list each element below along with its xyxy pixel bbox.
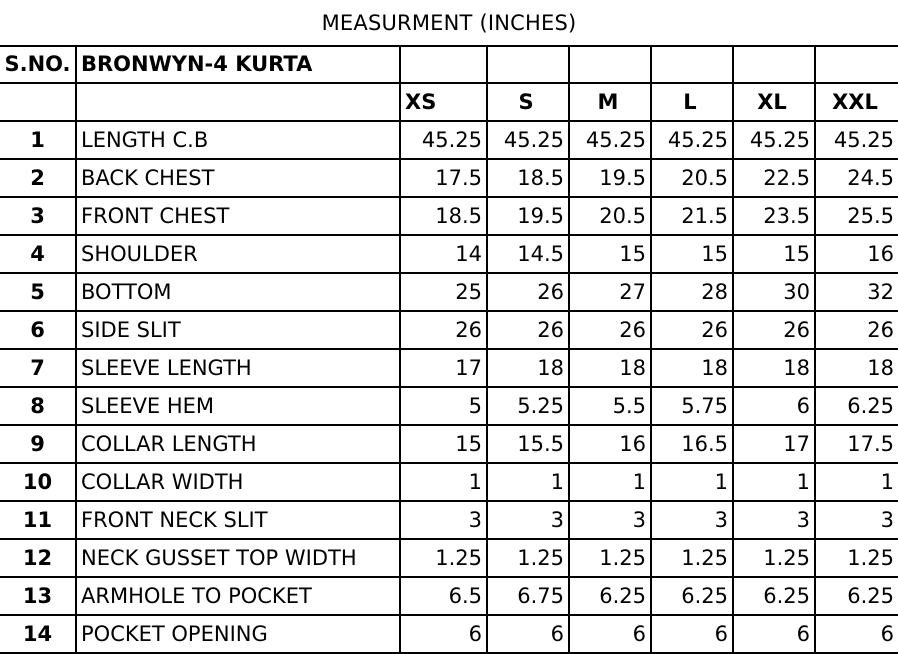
measurement-value[interactable]: 18 [569,349,651,387]
measurement-value[interactable]: 15 [569,235,651,273]
measurement-value[interactable]: 3 [400,501,487,539]
header-row-sizes [0,83,898,121]
size-header-s[interactable]: S [487,83,569,121]
row-number[interactable]: 7 [0,349,76,387]
measurement-name[interactable]: BACK CHEST [76,159,400,197]
measurement-value[interactable]: 3 [815,501,898,539]
measurement-value[interactable]: 26 [487,311,569,349]
table-row [0,273,898,311]
row-number[interactable]: 10 [0,463,76,501]
measurement-name[interactable]: ARMHOLE TO POCKET [76,577,400,615]
measurement-value[interactable]: 26 [487,273,569,311]
measurement-name[interactable]: NECK GUSSET TOP WIDTH [76,539,400,577]
measurement-value[interactable]: 19.5 [487,197,569,235]
row-number[interactable]: 13 [0,577,76,615]
measurement-value[interactable]: 26 [569,311,651,349]
measurement-value[interactable]: 1.25 [487,539,569,577]
measurement-value[interactable]: 15 [651,235,733,273]
measurement-value[interactable]: 6.25 [815,387,898,425]
measurement-value[interactable]: 6 [651,615,733,653]
measurement-value[interactable]: 22.5 [733,159,815,197]
measurement-name[interactable]: SHOULDER [76,235,400,273]
measurement-value[interactable]: 6.25 [733,577,815,615]
size-header-xl[interactable]: XL [733,83,815,121]
measurement-value[interactable]: 21.5 [651,197,733,235]
measurement-value[interactable]: 1.25 [569,539,651,577]
measurement-name[interactable]: SLEEVE HEM [76,387,400,425]
measurement-value[interactable]: 45.25 [400,121,487,159]
measurement-value[interactable]: 27 [569,273,651,311]
measurement-value[interactable]: 3 [733,501,815,539]
measurement-name[interactable]: FRONT NECK SLIT [76,501,400,539]
measurement-value[interactable]: 16 [815,235,898,273]
measurement-value[interactable]: 17.5 [815,425,898,463]
measurement-value[interactable]: 3 [487,501,569,539]
measurement-value[interactable]: 6.25 [651,577,733,615]
table-row [0,577,898,615]
product-name-header[interactable]: BRONWYN-4 KURTA [76,47,400,83]
measurement-value[interactable]: 6 [400,615,487,653]
measurement-value[interactable]: 6 [487,615,569,653]
measurement-value[interactable]: 18.5 [487,159,569,197]
measurement-value[interactable]: 6 [569,615,651,653]
measurement-value[interactable]: 28 [651,273,733,311]
measurement-value[interactable]: 1.25 [733,539,815,577]
table-row [0,159,898,197]
measurement-value[interactable]: 15.5 [487,425,569,463]
measurement-value[interactable]: 26 [651,311,733,349]
row-number[interactable]: 11 [0,501,76,539]
row-number[interactable]: 4 [0,235,76,273]
measurement-value[interactable]: 5.75 [651,387,733,425]
row-number[interactable]: 14 [0,615,76,653]
measurement-value[interactable]: 17.5 [400,159,487,197]
measurement-value[interactable]: 6.25 [569,577,651,615]
measurement-value[interactable]: 20.5 [651,159,733,197]
table-row [0,349,898,387]
row-number[interactable]: 1 [0,121,76,159]
measurement-value[interactable]: 14 [400,235,487,273]
size-header-xs[interactable]: XS [400,83,487,121]
measurement-value[interactable]: 3 [569,501,651,539]
table-row [0,463,898,501]
measurement-value[interactable]: 14.5 [487,235,569,273]
measurement-value[interactable]: 18 [487,349,569,387]
measurement-name[interactable]: BOTTOM [76,273,400,311]
measurement-value[interactable]: 1 [815,463,898,501]
size-header-m[interactable]: M [569,83,651,121]
table-row [0,425,898,463]
row-number[interactable]: 2 [0,159,76,197]
measurement-value[interactable]: 20.5 [569,197,651,235]
measurement-name[interactable]: SLEEVE LENGTH [76,349,400,387]
measurement-value[interactable]: 45.25 [487,121,569,159]
measurement-value[interactable]: 6 [815,615,898,653]
measurement-value[interactable]: 26 [400,311,487,349]
measurement-value[interactable]: 1 [400,463,487,501]
measurement-value[interactable]: 18 [815,349,898,387]
measurement-value[interactable]: 18 [651,349,733,387]
table-row [0,197,898,235]
measurement-value[interactable]: 18.5 [400,197,487,235]
measurement-value[interactable]: 17 [400,349,487,387]
measurement-name[interactable]: SIDE SLIT [76,311,400,349]
measurement-value[interactable]: 19.5 [569,159,651,197]
measurement-value[interactable]: 5.5 [569,387,651,425]
row-number[interactable]: 12 [0,539,76,577]
row-number[interactable]: 8 [0,387,76,425]
measurement-value[interactable]: 1.25 [400,539,487,577]
measurement-value[interactable]: 6 [733,615,815,653]
measurement-value[interactable]: 15 [733,235,815,273]
measurement-value[interactable]: 1.25 [651,539,733,577]
measurement-name[interactable]: FRONT CHEST [76,197,400,235]
table-row [0,387,898,425]
measurement-value[interactable]: 5.25 [487,387,569,425]
row-number[interactable]: 9 [0,425,76,463]
measurement-value[interactable]: 6.75 [487,577,569,615]
measurement-value[interactable]: 45.25 [569,121,651,159]
measurement-name[interactable]: COLLAR LENGTH [76,425,400,463]
measurement-value[interactable]: 23.5 [733,197,815,235]
empty-cell[interactable] [569,47,651,83]
table-row [0,121,898,159]
table-row [0,615,898,653]
empty-cell[interactable] [815,47,898,83]
measurement-value[interactable]: 16 [569,425,651,463]
empty-cell[interactable] [651,47,733,83]
measurement-value[interactable]: 32 [815,273,898,311]
measurement-value[interactable]: 1 [733,463,815,501]
empty-cell[interactable] [400,47,487,83]
measurement-value[interactable]: 1.25 [815,539,898,577]
sheet-title: MEASURMENT (INCHES) [0,0,898,47]
measurement-value[interactable]: 5 [400,387,487,425]
table-row [0,235,898,273]
row-number[interactable]: 6 [0,311,76,349]
table-row [0,501,898,539]
measurement-value[interactable]: 26 [815,311,898,349]
measurement-value[interactable]: 1 [569,463,651,501]
measurement-name[interactable]: COLLAR WIDTH [76,463,400,501]
measurement-value[interactable]: 18 [733,349,815,387]
measurement-value[interactable]: 25 [400,273,487,311]
measurement-value[interactable]: 26 [733,311,815,349]
measurement-value[interactable]: 45.25 [651,121,733,159]
empty-cell[interactable] [487,47,569,83]
empty-cell[interactable] [733,47,815,83]
measurement-value[interactable]: 6 [733,387,815,425]
measurement-value[interactable]: 1 [487,463,569,501]
row-number[interactable]: 5 [0,273,76,311]
measurement-value[interactable]: 45.25 [815,121,898,159]
measurement-name[interactable]: POCKET OPENING [76,615,400,653]
measurement-table [0,47,898,654]
measurement-value[interactable]: 6.5 [400,577,487,615]
size-header-xxl[interactable]: XXL [815,83,898,121]
row-number[interactable]: 3 [0,197,76,235]
measurement-value[interactable]: 15 [400,425,487,463]
measurement-value[interactable]: 45.25 [733,121,815,159]
measurement-value[interactable]: 3 [651,501,733,539]
size-header-l[interactable]: L [651,83,733,121]
measurement-value[interactable]: 16.5 [651,425,733,463]
measurement-value[interactable]: 17 [733,425,815,463]
empty-cell[interactable] [0,83,76,121]
measurement-value[interactable]: 1 [651,463,733,501]
measurement-value[interactable]: 30 [733,273,815,311]
sno-header[interactable]: S.NO. [0,47,76,83]
measurement-value[interactable]: 6.25 [815,577,898,615]
measurement-value[interactable]: 25.5 [815,197,898,235]
table-row [0,539,898,577]
measurement-value[interactable]: 24.5 [815,159,898,197]
empty-cell[interactable] [76,83,400,121]
header-row-product [0,47,898,83]
measurement-name[interactable]: LENGTH C.B [76,121,400,159]
table-row [0,311,898,349]
